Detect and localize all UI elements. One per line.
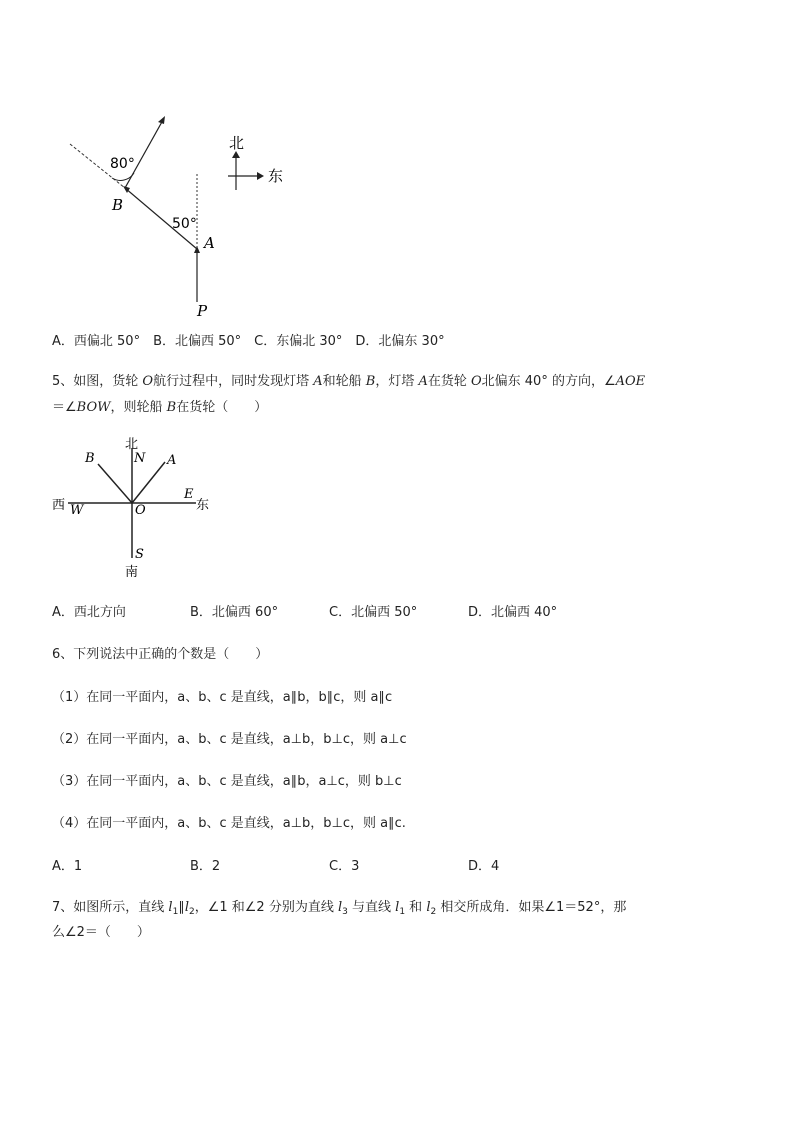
q5-option-c: C．北偏西 50° [329,605,418,620]
q6-item-3: （3）在同一平面内，a、b、c 是直线，a∥b，a⊥c，则 b⊥c [52,774,402,789]
label-east: 东 [268,167,284,185]
q5-var: BOW [76,400,111,415]
q5-text: 在货轮（ ） [176,400,268,415]
q5-text: 5、如图，货轮 [52,374,143,389]
q7-stem-line2: 么∠2＝（ ） [52,925,150,940]
label-s: S [135,547,144,562]
q5-var: A [313,374,323,389]
label-w: W [70,503,84,518]
label-point-a: A [204,234,215,252]
q7-line-var: l [337,900,343,915]
q5-text: 和轮船 [322,374,366,389]
q5-option-a: A．西北方向 [52,605,126,620]
q7-text: ∥ [178,900,185,915]
label-point-b: B [112,196,124,214]
q5-var: AOE [615,374,646,389]
compass-figure-2 [50,434,220,580]
label-b: B [85,451,95,466]
ray-arrowhead [158,116,165,124]
ray-ob [98,464,132,503]
label-south: 南 [125,565,139,580]
q7-text: 7、如图所示，直线 [52,900,169,915]
q5-var: O [142,374,154,389]
q5-text: ＝∠ [52,400,77,415]
label-east: 东 [196,498,210,513]
q7-line-var: l [395,900,400,915]
q5-var: A [418,374,428,389]
q7-text: ，∠1 和∠2 分别为直线 [194,900,338,915]
q5-text: 在货轮 [427,374,471,389]
q7-text: 相交所成角．如果∠1＝52°，那 [436,900,627,915]
q5-var: O [470,374,482,389]
q6-option-b: B．2 [190,859,221,874]
q7-subscript: 2 [188,907,195,917]
q7-line-var: l [168,900,173,915]
label-west: 西 [52,498,66,513]
q5-option-b: B．北偏西 60° [190,605,279,620]
q5-text: ，则轮船 [110,400,167,415]
q7-subscript: 3 [342,907,348,917]
q6-item-1: （1）在同一平面内，a、b、c 是直线，a∥b，b∥c，则 a∥c [52,690,393,705]
q5-var: B [365,374,376,389]
q7-subscript: 1 [399,907,406,917]
q7-text: 与直线 [347,900,396,915]
q4-options: A．西偏北 50° B．北偏西 50° C．东偏北 30° D．北偏东 30° [52,334,445,349]
q6-option-a: A．1 [52,859,83,874]
q6-item-2: （2）在同一平面内，a、b、c 是直线，a⊥b，b⊥c，则 a⊥c [52,732,407,747]
label-point-p: P [197,302,208,320]
q7-subscript: 1 [172,907,179,917]
q6-option-d: D．4 [468,859,500,874]
q7-line-var: l [426,900,431,915]
label-north: 北 [125,437,139,452]
q5-option-d: D．北偏西 40° [468,605,558,620]
q5-text: 航行过程中，同时发现灯塔 [153,374,314,389]
label-angle-50: 50° [172,216,197,232]
compass-north-arrowhead [232,151,240,158]
label-north: 北 [229,134,245,152]
q6-option-c: C．3 [329,859,360,874]
label-n: N [134,451,146,466]
q5-text: ，灯塔 [375,374,419,389]
q6-stem: 6、下列说法中正确的个数是（ ） [52,647,269,662]
q5-text: 北偏东 40° 的方向，∠ [481,374,616,389]
label-angle-80: 80° [110,156,135,172]
q5-stem-line1 [52,370,645,389]
q7-subscript: 2 [430,907,437,917]
q7-line-var: l [184,900,189,915]
q6-item-4: （4）在同一平面内，a、b、c 是直线，a⊥b，b⊥c，则 a∥c. [52,816,406,831]
label-a: A [167,453,177,468]
label-o: O [135,503,146,518]
bearing-figure-1 [60,110,300,325]
compass-east-arrowhead [257,172,264,180]
ray-b-direction [125,120,163,188]
q7-text: 和 [405,900,427,915]
q5-var: B [166,400,177,415]
angle-arc-80 [112,173,134,180]
ray-oa [132,462,165,503]
q5-stem-line2 [52,396,267,415]
label-e: E [184,487,194,502]
q7-stem-line1 [52,896,626,917]
